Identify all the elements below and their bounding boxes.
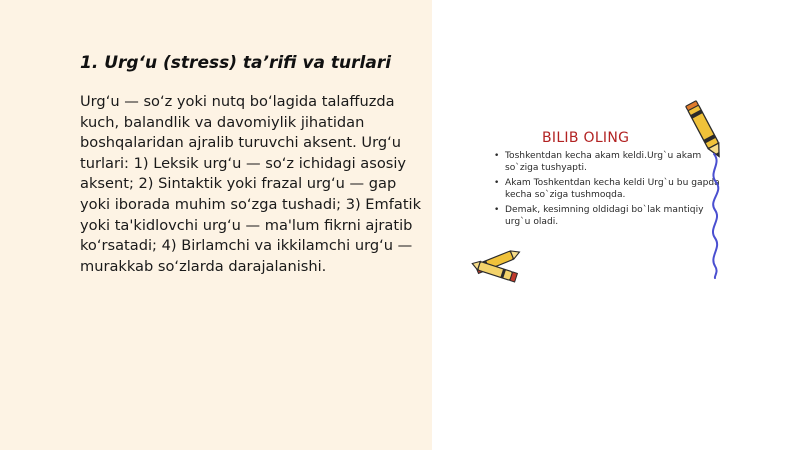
- section-heading: 1. Urg‘u (stress) ta’rifi va turlari: [80, 53, 392, 73]
- card-list-item: [494, 178, 724, 201]
- card-title: BILIB OLING: [542, 130, 630, 146]
- card-list-item-text: Toshkentdan kecha akam keldi.Urg`u akam so`ziga tushyapti.: [505, 151, 702, 173]
- body-paragraph: Urg‘u — so‘z yoki nutq bo‘lagida talaffuzda kuch, balandlik va davomiylik jihatidan boshqalaridan ajralib turuvchi aksent. Urg‘u turlari: 1) Leksik urg‘u — so‘z ichidagi asosiy aksent; 2) Sintaktik yoki frazal urg‘u — gap yoki iborada muhim so‘zga tushadi; 3) Emfatik yoki ta'kidlovchi urg‘u — ma'lum fikrni ajratib ko‘rsatadi; 4) Birlamchi va ikkilamchi urg‘u — murakkab so‘zlarda darajalanishi.: [80, 93, 422, 275]
- squiggle-line: [700, 150, 740, 280]
- bullet: •: [494, 178, 500, 189]
- card-list-item: [494, 205, 724, 228]
- crayons-pair-icon: [472, 248, 528, 288]
- bullet: •: [494, 151, 500, 161]
- bullet: •: [494, 205, 500, 216]
- card-list-item-text: Demak, kesimning oldidagi bo`lak mantiqiy urg`u oladi.: [505, 205, 704, 227]
- card-list-item-text: Akam Toshkentdan kecha keldi Urg`u bu gapda kecha so`ziga tushmoqda.: [505, 178, 720, 200]
